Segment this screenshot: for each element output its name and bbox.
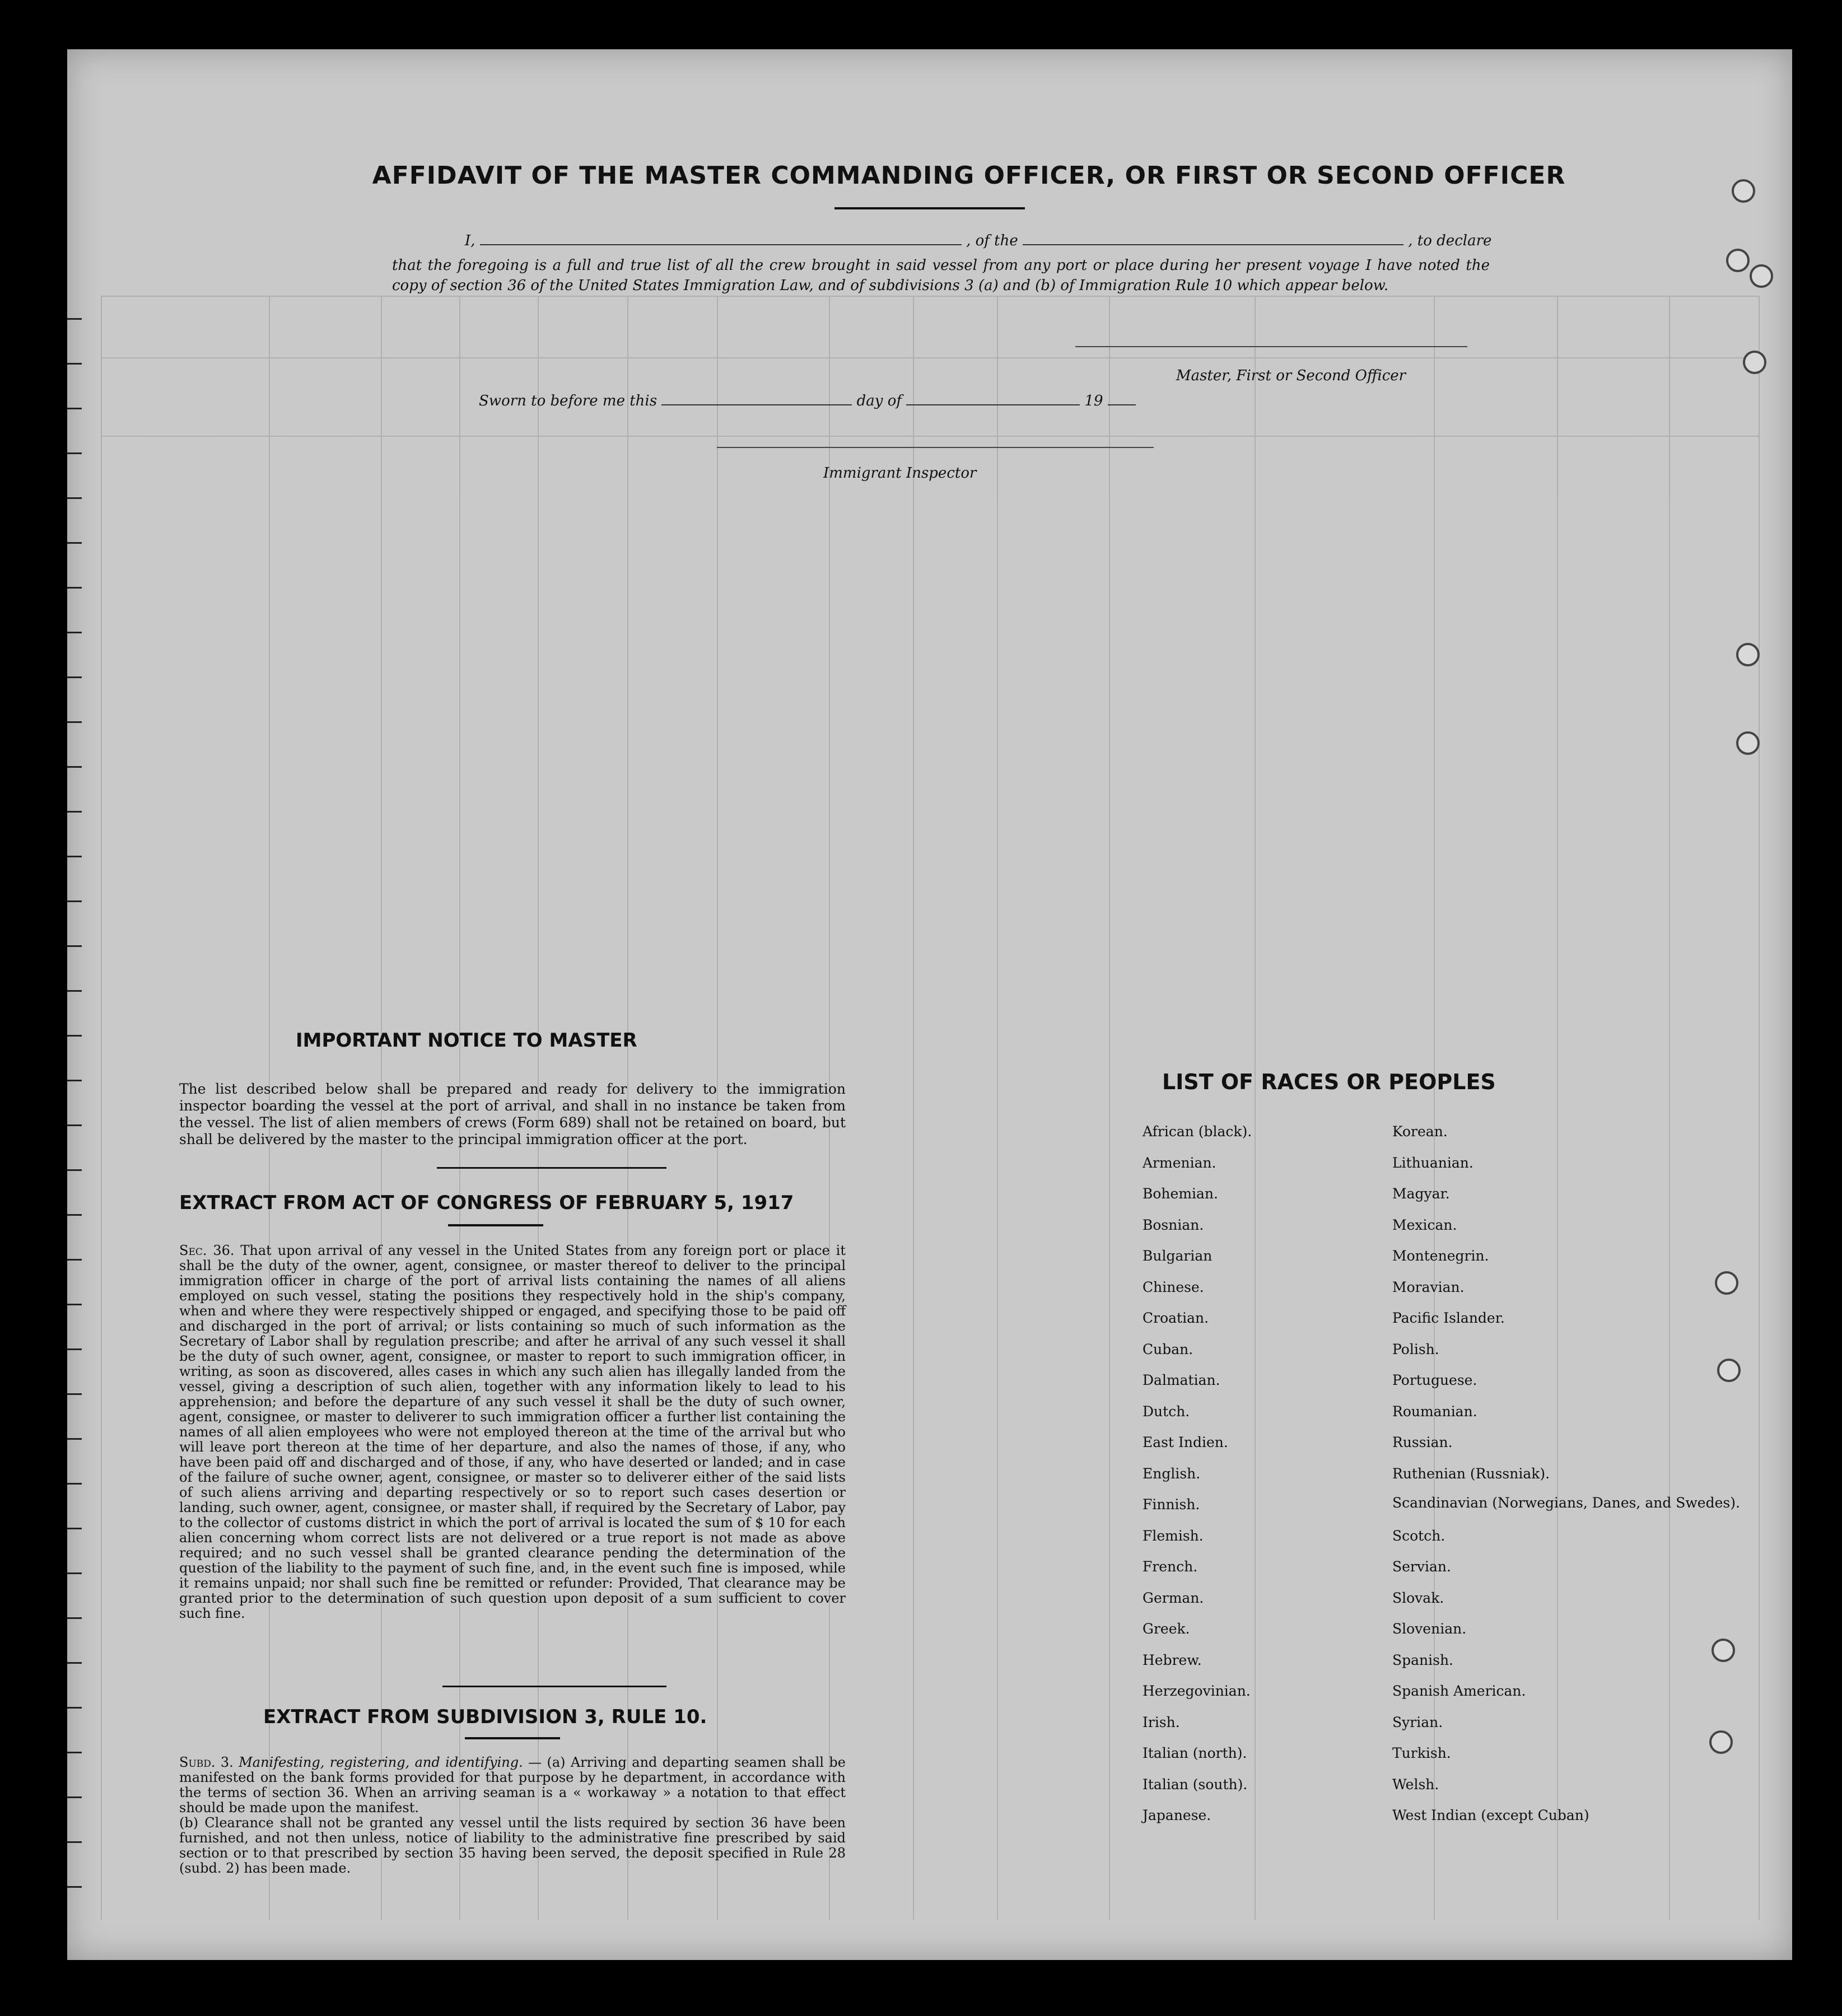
race-item: Finnish. [1142,1496,1200,1513]
ruler-mark [67,676,82,678]
race-item: Welsh. [1392,1776,1439,1793]
signature-label: Master, First or Second Officer [1176,367,1406,384]
ruler-mark [67,900,82,902]
extract-act-rule [448,1224,543,1226]
sworn-line [479,392,1136,409]
grid-line [101,296,1759,297]
name-blank [480,232,962,245]
subdivision-label: Subd. 3. [179,1754,234,1770]
races-title: LIST OF RACES OR PEOPLES [1162,1070,1496,1094]
affidavit-body: that the foregoing is a full and true list of all the crew brought in said vessel from any port or place during her present voyage I have noted the copy of section 36 of the United States Immigration Law, and of subdivisions 3 (a) and (b) of Immigration Rule 10 which appear below. [392,257,1490,294]
notice-title: IMPORTANT NOTICE TO MASTER [296,1029,637,1052]
race-item: Mexican. [1392,1216,1457,1233]
ruler-mark [67,811,82,813]
race-item: Flemish. [1142,1527,1204,1544]
grid-line [1759,296,1760,1920]
punch-hole [1736,731,1760,755]
grid-line [913,296,914,1920]
race-item: Lithuanian. [1392,1154,1473,1171]
ruler-mark [67,1169,82,1171]
ruler-mark [67,1080,82,1081]
race-item: Herzegovinian. [1142,1683,1251,1699]
ruler-mark [67,497,82,499]
ruler-mark [67,1841,82,1843]
ruler-mark [67,1572,82,1574]
ruler-mark [67,1035,82,1037]
race-item: Greek. [1142,1621,1190,1637]
grid-line [1255,296,1256,1920]
races-right-column [1392,1123,1740,1838]
race-item: Polish. [1392,1341,1439,1357]
ruler-mark [67,408,82,409]
punch-hole [1743,351,1766,374]
race-item: Dutch. [1142,1403,1190,1420]
notice-rule [437,1167,666,1169]
ruler-mark [67,766,82,768]
race-item: Irish. [1142,1714,1180,1730]
race-item: Scandinavian (Norwegians, Danes, and Swedes). [1392,1495,1740,1511]
signature-line [1075,346,1467,347]
punch-hole [1726,249,1750,272]
subdivision-heading: Manifesting, registering, and identifying. [239,1754,523,1770]
year-prefix: 19 [1084,393,1103,409]
grid-line [997,296,998,1920]
race-item: Syrian. [1392,1714,1443,1730]
race-item: Dalmatian. [1142,1372,1220,1388]
race-item: German. [1142,1589,1204,1606]
race-item: Portuguese. [1392,1372,1477,1388]
race-item: Pacific Islander. [1392,1310,1505,1326]
race-item: Slovenian. [1392,1621,1467,1637]
ruler-mark [67,1348,82,1350]
vessel-blank [1023,232,1403,245]
races-left-column [1142,1123,1252,1838]
race-item: Slovak. [1392,1589,1444,1606]
ruler-mark [67,945,82,947]
race-item: East Indien. [1142,1434,1228,1450]
race-item: Italian (south). [1142,1776,1248,1793]
extract-rule-title: EXTRACT FROM SUBDIVISION 3, RULE 10. [263,1706,707,1728]
ruler-mark [67,318,82,320]
section-rule [442,1686,666,1687]
left-edge-ruler-marks [67,318,83,1942]
race-item: Russian. [1392,1434,1453,1450]
ruler-mark [67,856,82,857]
sworn-year-blank [1108,392,1136,405]
punch-hole [1736,643,1760,666]
race-item: French. [1142,1558,1198,1575]
grid-line [101,296,102,1920]
race-item: Servian. [1392,1558,1451,1575]
race-item: West Indian (except Cuban) [1392,1807,1589,1823]
ruler-mark [67,721,82,723]
ruler-mark [67,1393,82,1395]
affidavit-of-the-label: , of the [966,232,1018,249]
ruler-mark [67,1438,82,1440]
race-item: African (black). [1142,1123,1252,1140]
race-item: Turkish. [1392,1745,1451,1761]
ruler-mark [67,1662,82,1664]
ruler-mark [67,1886,82,1888]
race-item: Montenegrin. [1392,1248,1489,1264]
inspector-line [717,447,1154,448]
ruler-mark [67,587,82,589]
section-36-label: Sec. 36. [179,1243,235,1258]
document-page [67,49,1792,1960]
ruler-mark [67,1304,82,1305]
subdivision-para-b: (b) Clearance shall not be granted any vessel until the lists required by section 36 have been furnished, and not then unless, notice of liability to the administrative fine prescribed by said section or to that prescribed by section 35 having been served, the deposit specified in Rule 28 (subd. 2) has been made. [179,1815,846,1876]
race-item: Italian (north). [1142,1745,1247,1761]
sworn-day-blank [661,392,852,405]
ruler-mark [67,1528,82,1529]
affidavit-i-label: I, [465,232,475,249]
race-item: Cuban. [1142,1341,1193,1357]
ruler-mark [67,1796,82,1798]
section-36-text [179,1243,846,1621]
title-rule [834,207,1025,209]
race-item: Bohemian. [1142,1186,1218,1202]
race-item: English. [1142,1465,1201,1482]
grid-line [101,357,1759,358]
race-item: Magyar. [1392,1186,1450,1202]
ruler-mark [67,542,82,544]
race-item: Roumanian. [1392,1403,1477,1420]
race-item: Bulgarian [1142,1248,1213,1264]
ruler-mark [67,1214,82,1216]
subdivision-3-text [179,1755,846,1876]
ruler-mark [67,990,82,992]
ruler-mark [67,632,82,633]
ruler-mark [67,1483,82,1485]
ruler-mark [67,1707,82,1709]
race-item: Scotch. [1392,1527,1445,1544]
grid-line [1109,296,1110,1920]
subdivision-para-a: — (a) Arriving and departing seamen shall be manifested on the bank forms provided for that purpose by he department, in accordance with the terms of section 36. When an arriving seaman is a « workaway » a notation to that effect should be made upon the manifest. [179,1754,846,1816]
race-item: Moravian. [1392,1278,1465,1295]
race-item: Spanish American. [1392,1683,1526,1699]
ruler-mark [67,452,82,454]
ruler-mark [67,1124,82,1126]
extract-rule-rule [465,1737,560,1739]
race-item: Hebrew. [1142,1651,1202,1668]
race-item: Spanish. [1392,1651,1454,1668]
ruler-mark [67,1617,82,1619]
affidavit-line-1 [465,232,1491,249]
race-item: Ruthenian (Russniak). [1392,1465,1550,1482]
inspector-label: Immigrant Inspector [823,465,977,482]
affidavit-title: AFFIDAVIT OF THE MASTER COMMANDING OFFICER, OR FIRST OR SECOND OFFICER [372,161,1566,190]
race-item: Croatian. [1142,1310,1209,1326]
ruler-mark [67,363,82,365]
notice-text: The list described below shall be prepared and ready for delivery to the immigration inspector boarding the vessel at the port of arrival, and shall in no instance be taken from the vessel. The list of alien members of crews (Form 689) shall not be retained on board, but shall be delivered by the master to the principal immigration officer at the port. [179,1081,846,1147]
sworn-month-blank [906,392,1080,405]
ruler-mark [67,1259,82,1261]
race-item: Korean. [1392,1123,1448,1140]
punch-hole [1750,264,1773,288]
race-item: Chinese. [1142,1278,1204,1295]
sworn-label: Sworn to before me this [479,393,657,409]
punch-hole [1732,179,1755,203]
section-36-body: That upon arrival of any vessel in the United States from any foreign port or place it shall be the duty of the owner, agent, consignee, or master thereof to deliver to the principal immigration officer in charge of the port of arrival lists containing the names of all aliens employed on such vessel, stating the positions they respectively hold in the ship's company, when and where they were respectively shipped or engaged, and specifying those to be paid off and discharged in the port of arrival; or lists containing so much of such information as the Secretary of Labor shall by regulation prescribe; and after he arrival of any such vessel it shall be the duty of such owner, agent, consignee, or master to report to such immigration officer, in writing, as soon as discovered, alles cases in which any such alien has illegally landed from the vessel, giving a description of such alien, together with any information likely to lead to his apprehension; and before the departure of any such vessel it shall be the duty of such owner, agent, consignee, or master to deliverer to such immigration officer a further list containing the names of all alien employees who were not employed thereon at the time of the arrival but who will leave port thereon at the time of her departure, and also the names of those, if any, who have been paid off and discharged and of those, if any, who have deserted or landed; and in case of the failure of suche owner, agent, consignee, or master so to deliverer either of the said lists of such aliens arriving and departing respectively or so to report such cases desertion or landing, such owner, agent, consignee, or master shall, if required by the Secretary of Labor, pay to the collector of customs district in which the port of arrival is located the sum of $ 10 for each alien concerning whom correct lists are not delivered or a true report is not made as above required; and no such vessel shall be granted clearance pending the determination of the question of the liability to the payment of such fine, and, in the event such fine is imposed, while it remains unpaid; nor shall such fine be remitted or refunder: Provided, That clearance may be granted prior to the determination of such question upon deposit of a sum sufficient to cover such fine. [179,1243,846,1621]
race-item: Armenian. [1142,1154,1216,1171]
extract-act-title: EXTRACT FROM ACT OF CONGRESS OF FEBRUARY 5, 1917 [179,1192,794,1214]
grid-line [101,436,1759,437]
affidavit-to-declare-label: , to declare [1408,232,1492,249]
ruler-mark [67,1752,82,1753]
day-of-label: day of [856,393,902,409]
race-item: Bosnian. [1142,1216,1204,1233]
race-item: Japanese. [1142,1807,1211,1823]
